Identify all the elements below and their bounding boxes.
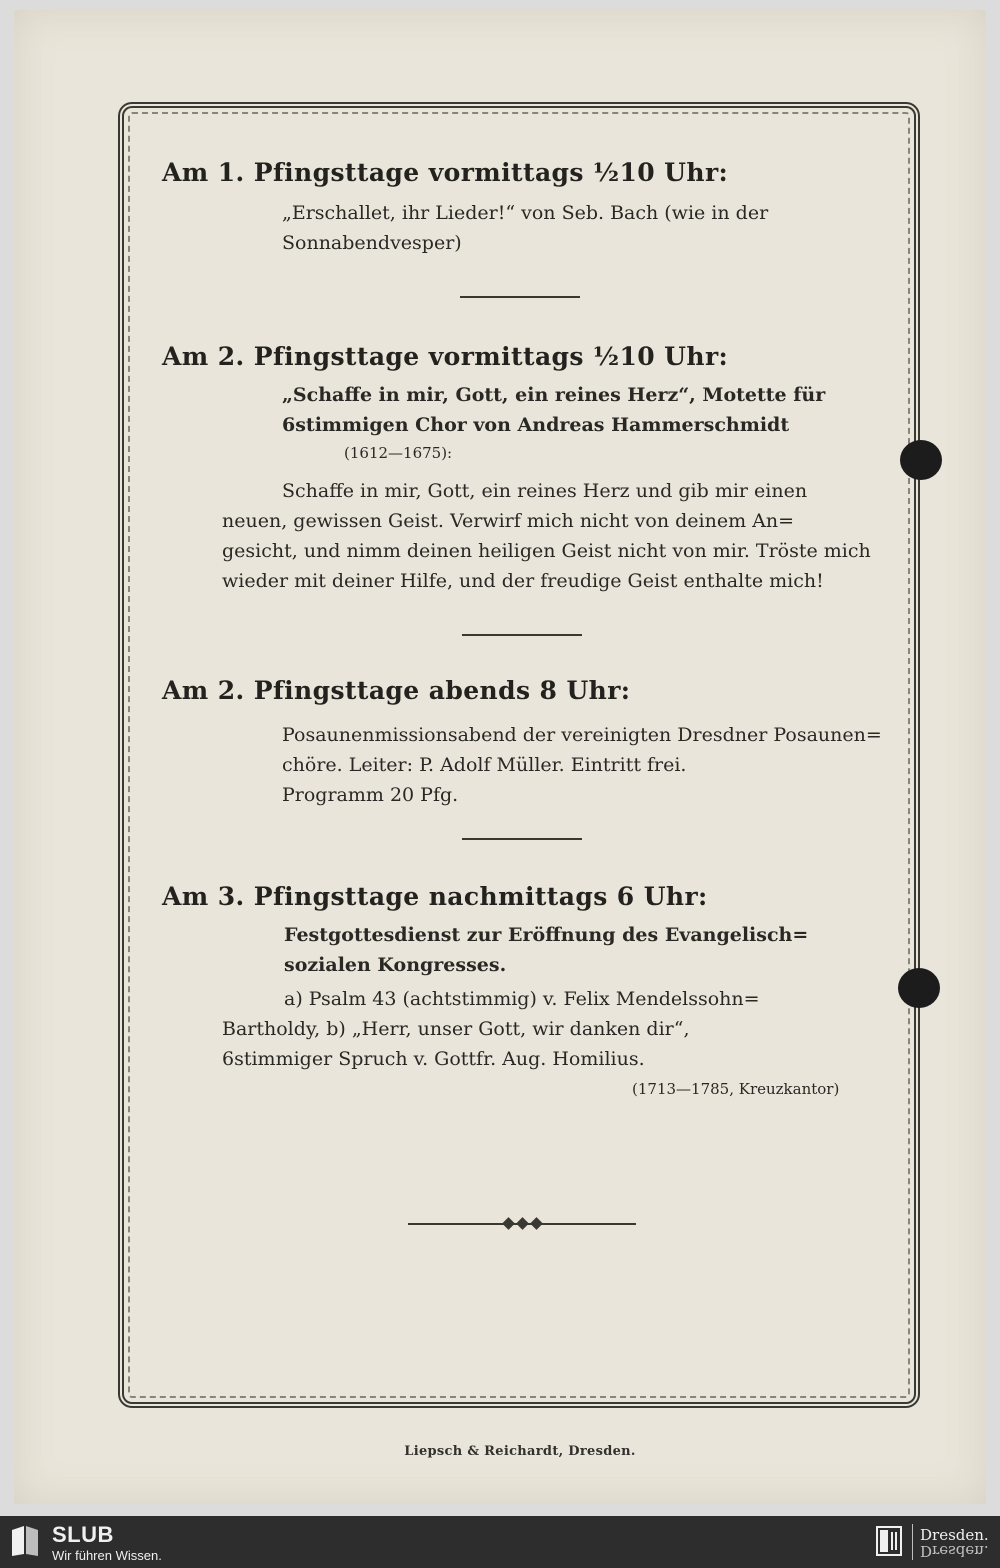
punch-hole <box>898 968 940 1008</box>
punch-hole <box>900 440 942 480</box>
section-1-line: Sonnabendvesper) <box>282 232 462 254</box>
dresden-coat-of-arms-icon <box>876 1526 902 1556</box>
footer-partner-reflection: Dresden. <box>920 1542 989 1560</box>
section-2-dates: (1612—1675): <box>344 444 453 462</box>
slub-logo-icon <box>10 1524 40 1558</box>
section-2-text: Schaffe in mir, Gott, ein reines Herz und gib mir einen <box>282 480 808 502</box>
ornamental-divider <box>408 1216 636 1232</box>
section-4-line: Bartholdy, b) „Herr, unser Gott, wir danken dir“, <box>222 1018 690 1040</box>
section-3-line: chöre. Leiter: P. Adolf Müller. Eintritt frei. <box>282 754 687 776</box>
section-1-line: „Erschallet, ihr Lieder!“ von Seb. Bach (wie in der <box>282 202 769 224</box>
section-1-heading: Am 1. Pfingsttage vormittags ½10 Uhr: <box>162 158 729 187</box>
section-2-text: gesicht, und nimm deinen heiligen Geist nicht von mir. Tröste mich <box>222 540 871 562</box>
footer-bar <box>0 1516 1000 1568</box>
section-2-line: 6stimmigen Chor von Andreas Hammerschmidt <box>282 414 790 436</box>
section-3-line: Posaunenmissionsabend der vereinigten Dresdner Posaunen= <box>282 724 882 746</box>
footer-brand: SLUB <box>52 1522 114 1547</box>
section-3-heading: Am 2. Pfingsttage abends 8 Uhr: <box>162 676 631 705</box>
footer-slogan: Wir führen Wissen. <box>52 1548 162 1563</box>
section-2-heading: Am 2. Pfingsttage vormittags ½10 Uhr: <box>162 342 729 371</box>
section-divider <box>462 838 582 840</box>
section-4-heading: Am 3. Pfingsttage nachmittags 6 Uhr: <box>162 882 708 911</box>
section-4-line: a) Psalm 43 (achtstimmig) v. Felix Mendelssohn= <box>284 988 760 1010</box>
printer-imprint: Liepsch & Reichardt, Dresden. <box>404 1444 636 1459</box>
section-4-dates: (1713—1785, Kreuzkantor) <box>632 1080 840 1098</box>
section-4-line: Festgottesdienst zur Eröffnung des Evangelisch= <box>284 924 809 946</box>
footer-separator <box>912 1524 913 1560</box>
section-2-line: „Schaffe in mir, Gott, ein reines Herz“, Motette für <box>282 384 826 406</box>
section-divider <box>462 634 582 636</box>
section-4-line: sozialen Kongresses. <box>284 954 507 976</box>
footer-partner: Dresden. <box>920 1526 989 1544</box>
section-4-line: 6stimmiger Spruch v. Gottfr. Aug. Homilius. <box>222 1048 645 1070</box>
section-2-text: wieder mit deiner Hilfe, und der freudige Geist enthalte mich! <box>222 570 824 592</box>
section-divider <box>460 296 580 298</box>
section-2-text: neuen, gewissen Geist. Verwirf mich nicht von deinem An= <box>222 510 795 532</box>
section-3-line: Programm 20 Pfg. <box>282 784 459 806</box>
